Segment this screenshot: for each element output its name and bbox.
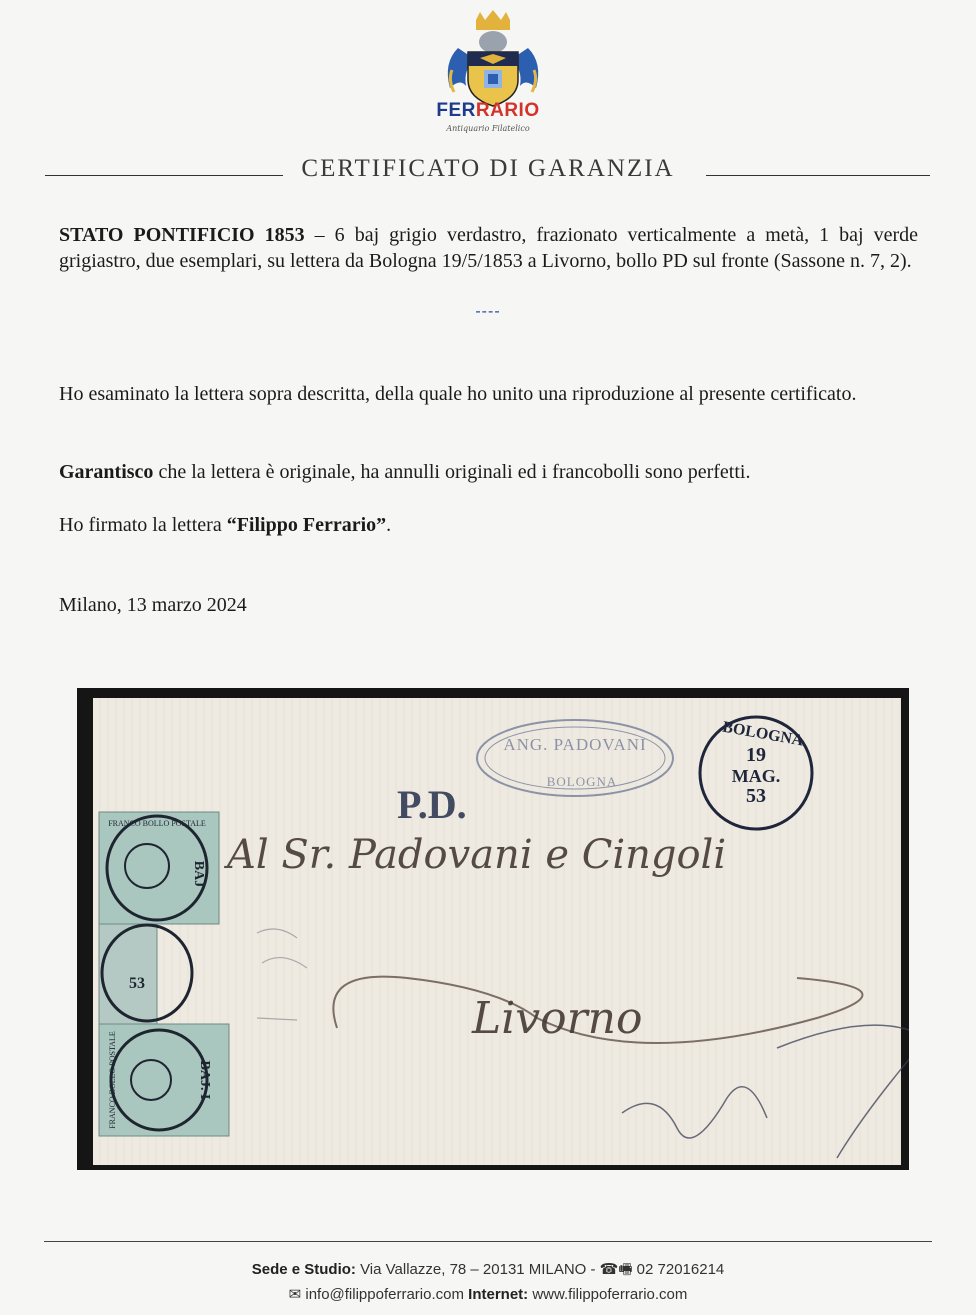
stamp-bottom-value: BAJ. I xyxy=(197,1060,212,1100)
guarantee-lead: Garantisco xyxy=(59,461,154,483)
footer-address-line xyxy=(0,1259,976,1284)
letter-markings xyxy=(77,688,909,1170)
description-text: – 6 baj grigio verdastro, frazionato verticalmente a metà, 1 baj verde grigiastro, due esemplari, su lettera da Bologna 19/5/1853 a Livorno, bollo PD sul fronte (Sassone n. 7, 2). xyxy=(59,224,918,272)
description-separator: ---- xyxy=(475,303,501,320)
datestamp-year: 53 xyxy=(746,785,766,807)
signed-prefix: Ho firmato la lettera xyxy=(59,514,227,536)
bologna-datestamp xyxy=(700,717,812,829)
stamp-1-baj xyxy=(99,1024,229,1136)
datestamp-city: BOLOGNA xyxy=(721,718,805,750)
oval-sender-stamp xyxy=(477,720,673,796)
footer-internet-label: Internet: xyxy=(468,1286,529,1303)
footer-website[interactable]: www.filippoferrario.com xyxy=(528,1286,688,1303)
guarantee-text: che la lettera è originale, ha annulli originali ed i francobolli sono perfetti. xyxy=(153,461,751,483)
signed-paragraph xyxy=(59,512,918,538)
footer-phone: 02 72016214 xyxy=(632,1261,725,1278)
datestamp-month: MAG. xyxy=(731,766,781,786)
pencil-note xyxy=(257,929,307,1020)
oval-stamp-top-text: ANG. PADOVANI xyxy=(503,735,647,754)
description-lead: STATO PONTIFICIO 1853 xyxy=(59,224,305,246)
footer-address: Via Vallazze, 78 – 20131 MILANO - xyxy=(355,1261,600,1278)
footer-contact-line xyxy=(0,1285,976,1303)
stamp-6-baj-top xyxy=(99,812,219,924)
stamp-half-year: 53 xyxy=(129,975,145,992)
letter-photo xyxy=(77,688,909,1170)
signed-name: “Filippo Ferrario” xyxy=(226,514,387,536)
stamp-6-baj-half xyxy=(99,924,192,1024)
mail-icon: ✉ xyxy=(288,1286,302,1303)
stamp-bottom-text: FRANCO BOLLO POSTALE xyxy=(108,1031,117,1129)
stamp-description xyxy=(59,222,918,274)
stamp-top-text: FRANCO BOLLO POSTALE xyxy=(108,819,206,828)
signed-suffix: . xyxy=(386,514,392,536)
footer-sede-label: Sede e Studio: xyxy=(251,1261,356,1278)
guarantee-paragraph xyxy=(59,459,918,485)
examined-paragraph: Ho esaminato la lettera sopra descritta, della quale ho unito una riproduzione al presente certificato. xyxy=(59,383,857,405)
brand-tagline: Antiquario Filatelico xyxy=(446,124,530,133)
handwritten-addressee: Al Sr. Padovani e Cingoli xyxy=(227,832,727,878)
phone-fax-icon: ☎🖷 xyxy=(599,1261,633,1278)
stamp-top-value: BAJ xyxy=(191,860,206,888)
pd-mark: P.D. xyxy=(397,782,467,827)
datestamp-day: 19 xyxy=(746,744,766,766)
signature-scribble xyxy=(622,1025,909,1158)
certificate-title: CERTIFICATO DI GARANZIA xyxy=(301,155,675,182)
place-date: Milano, 13 marzo 2024 xyxy=(59,594,247,616)
handwritten-city: Livorno xyxy=(472,993,643,1044)
brand-name: FERRARIO xyxy=(436,100,540,121)
oval-stamp-bottom-text: BOLOGNA xyxy=(546,774,618,789)
title-rule-right xyxy=(706,175,930,176)
footer-rule xyxy=(44,1241,932,1242)
footer-email[interactable]: info@filippoferrario.com xyxy=(301,1286,469,1303)
